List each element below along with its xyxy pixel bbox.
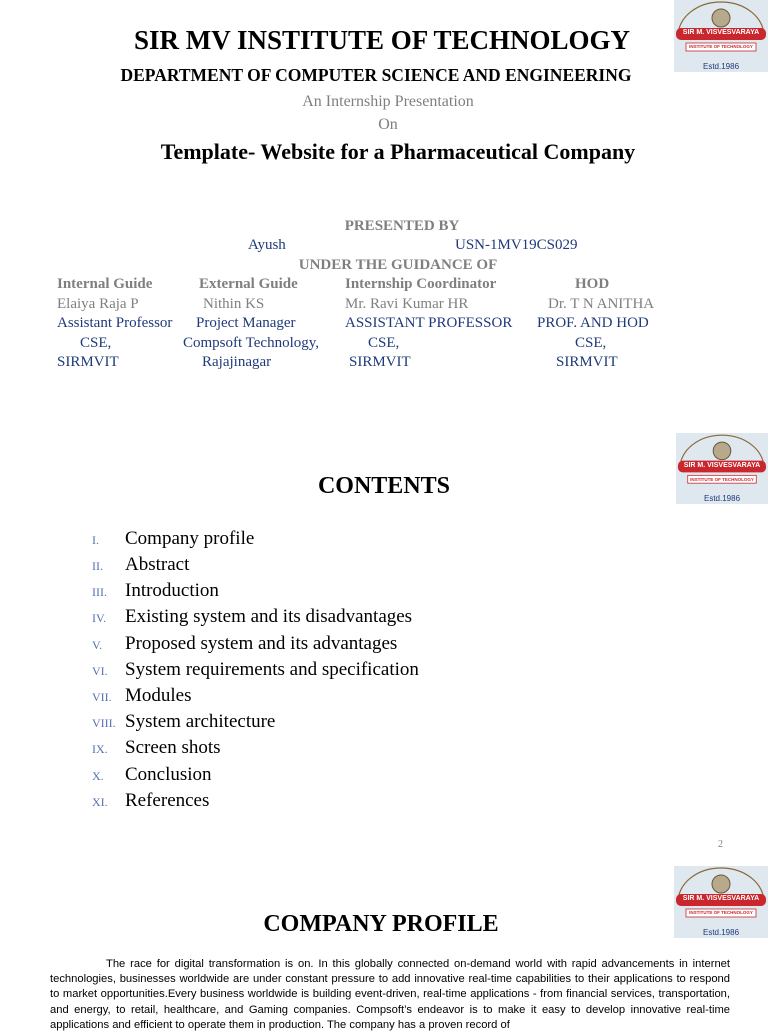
list-item-number: VIII.	[92, 716, 116, 730]
list-item	[92, 554, 512, 580]
guide-role-external: External Guide	[199, 276, 298, 292]
list-item	[92, 764, 512, 790]
guide-role-coordinator: Internship Coordinator	[345, 276, 497, 292]
list-item-number: V.	[92, 638, 103, 652]
list-item	[92, 528, 512, 554]
list-item-text: Modules	[125, 685, 192, 706]
guidance-heading: UNDER THE GUIDANCE OF	[298, 257, 498, 273]
contents-heading: CONTENTS	[317, 473, 451, 499]
guide-org-internal: SIRMVIT	[57, 354, 119, 370]
presentation-intro: An Internship Presentation	[302, 93, 474, 110]
list-item-text: References	[125, 790, 210, 811]
list-item	[92, 659, 512, 685]
guide-role-internal: Internal Guide	[57, 276, 153, 292]
list-item-text: System architecture	[125, 711, 276, 732]
list-item-number: III.	[92, 585, 107, 599]
guide-dept-coordinator: CSE,	[368, 335, 400, 351]
list-item	[92, 711, 512, 737]
list-item-text: Screen shots	[125, 737, 221, 758]
logo-estd: Estd.1986	[702, 928, 740, 937]
list-item-number: IV.	[92, 611, 107, 625]
list-item	[92, 737, 512, 763]
student-usn: USN-1MV19CS029	[455, 237, 578, 253]
list-item-text: Introduction	[125, 580, 219, 601]
logo-estd: Estd.1986	[703, 494, 741, 503]
logo-estd: Estd.1986	[702, 62, 740, 71]
list-item-text: Company profile	[125, 528, 255, 549]
company-profile-heading: COMPANY PROFILE	[263, 911, 499, 937]
guide-designation-internal: Assistant Professor	[57, 315, 173, 331]
list-item-number: XI.	[92, 795, 108, 809]
guide-name-hod: Dr. T N ANITHA	[548, 296, 655, 312]
list-item-text: Proposed system and its advantages	[125, 633, 398, 654]
logo-banner-text: SIR M. VISVESVARAYA	[683, 462, 761, 469]
guide-designation-coordinator: ASSISTANT PROFESSOR	[345, 315, 513, 331]
list-item-number: VI.	[92, 664, 108, 678]
guide-designation-hod: PROF. AND HOD	[537, 315, 649, 331]
list-item	[92, 790, 512, 816]
project-title: Template- Website for a Pharmaceutical Company	[160, 139, 636, 164]
guide-dept-internal: CSE,	[80, 335, 112, 351]
logo-sub-text: INSTITUTE OF TECHNOLOGY	[690, 477, 754, 482]
logo-sub-text: INSTITUTE OF TECHNOLOGY	[689, 44, 753, 49]
guide-org-hod: SIRMVIT	[556, 354, 618, 370]
guide-name-internal: Elaiya Raja P	[57, 296, 139, 312]
guide-name-external: Nithin KS	[203, 296, 265, 312]
logo-sub-text: INSTITUTE OF TECHNOLOGY	[689, 910, 753, 915]
presented-by-heading: PRESENTED BY	[344, 218, 460, 234]
presentation-on: On	[378, 116, 398, 133]
list-item-number: I.	[92, 533, 99, 547]
list-item	[92, 606, 512, 632]
company-profile-paragraph	[50, 957, 730, 1033]
guide-dept-hod: CSE,	[575, 335, 607, 351]
list-item-number: II.	[92, 559, 103, 573]
department-name: DEPARTMENT OF COMPUTER SCIENCE AND ENGINEERING	[120, 65, 632, 85]
company-profile-text: The race for digital transformation is on. In this globally connected on-demand world with rapid advancements in internet technologies, businesses worldwide are under constant pressure to add innovative real-time capabilities to their applications to respond to market opportunities.Every business worldwide is building event-driven, real-time applications - from financial services, transportation, and energy, to retail, healthcare, and Gaming companies. Compsoft’s endeavor is to make it easy to develop innovative real-time applications and efficient to operate them in production. The company has a proven record of	[50, 958, 730, 1031]
logo-banner-text: SIR M. VISVESVARAYA	[682, 895, 760, 902]
list-item	[92, 685, 512, 711]
list-item	[92, 633, 512, 659]
list-item-text: System requirements and specification	[125, 659, 419, 680]
guide-org-coordinator: SIRMVIT	[349, 354, 411, 370]
list-item-number: IX.	[92, 742, 108, 756]
page-number: 2	[718, 839, 723, 850]
guide-org-external: Rajajinagar	[202, 354, 272, 370]
list-item	[92, 580, 512, 606]
list-item-text: Conclusion	[125, 764, 212, 785]
list-item-number: VII.	[92, 690, 112, 704]
guide-role-hod: HOD	[575, 276, 610, 292]
guide-dept-external: Compsoft Technology,	[183, 335, 320, 351]
list-item-text: Abstract	[125, 554, 190, 575]
logo-banner-text: SIR M. VISVESVARAYA	[682, 29, 760, 36]
list-item-text: Existing system and its disadvantages	[125, 606, 413, 627]
student-name: Ayush	[248, 237, 286, 253]
guide-designation-external: Project Manager	[196, 315, 296, 331]
guide-name-coordinator: Mr. Ravi Kumar HR	[345, 296, 469, 312]
list-item-number: X.	[92, 769, 104, 783]
institute-name: SIR MV INSTITUTE OF TECHNOLOGY	[133, 25, 631, 55]
